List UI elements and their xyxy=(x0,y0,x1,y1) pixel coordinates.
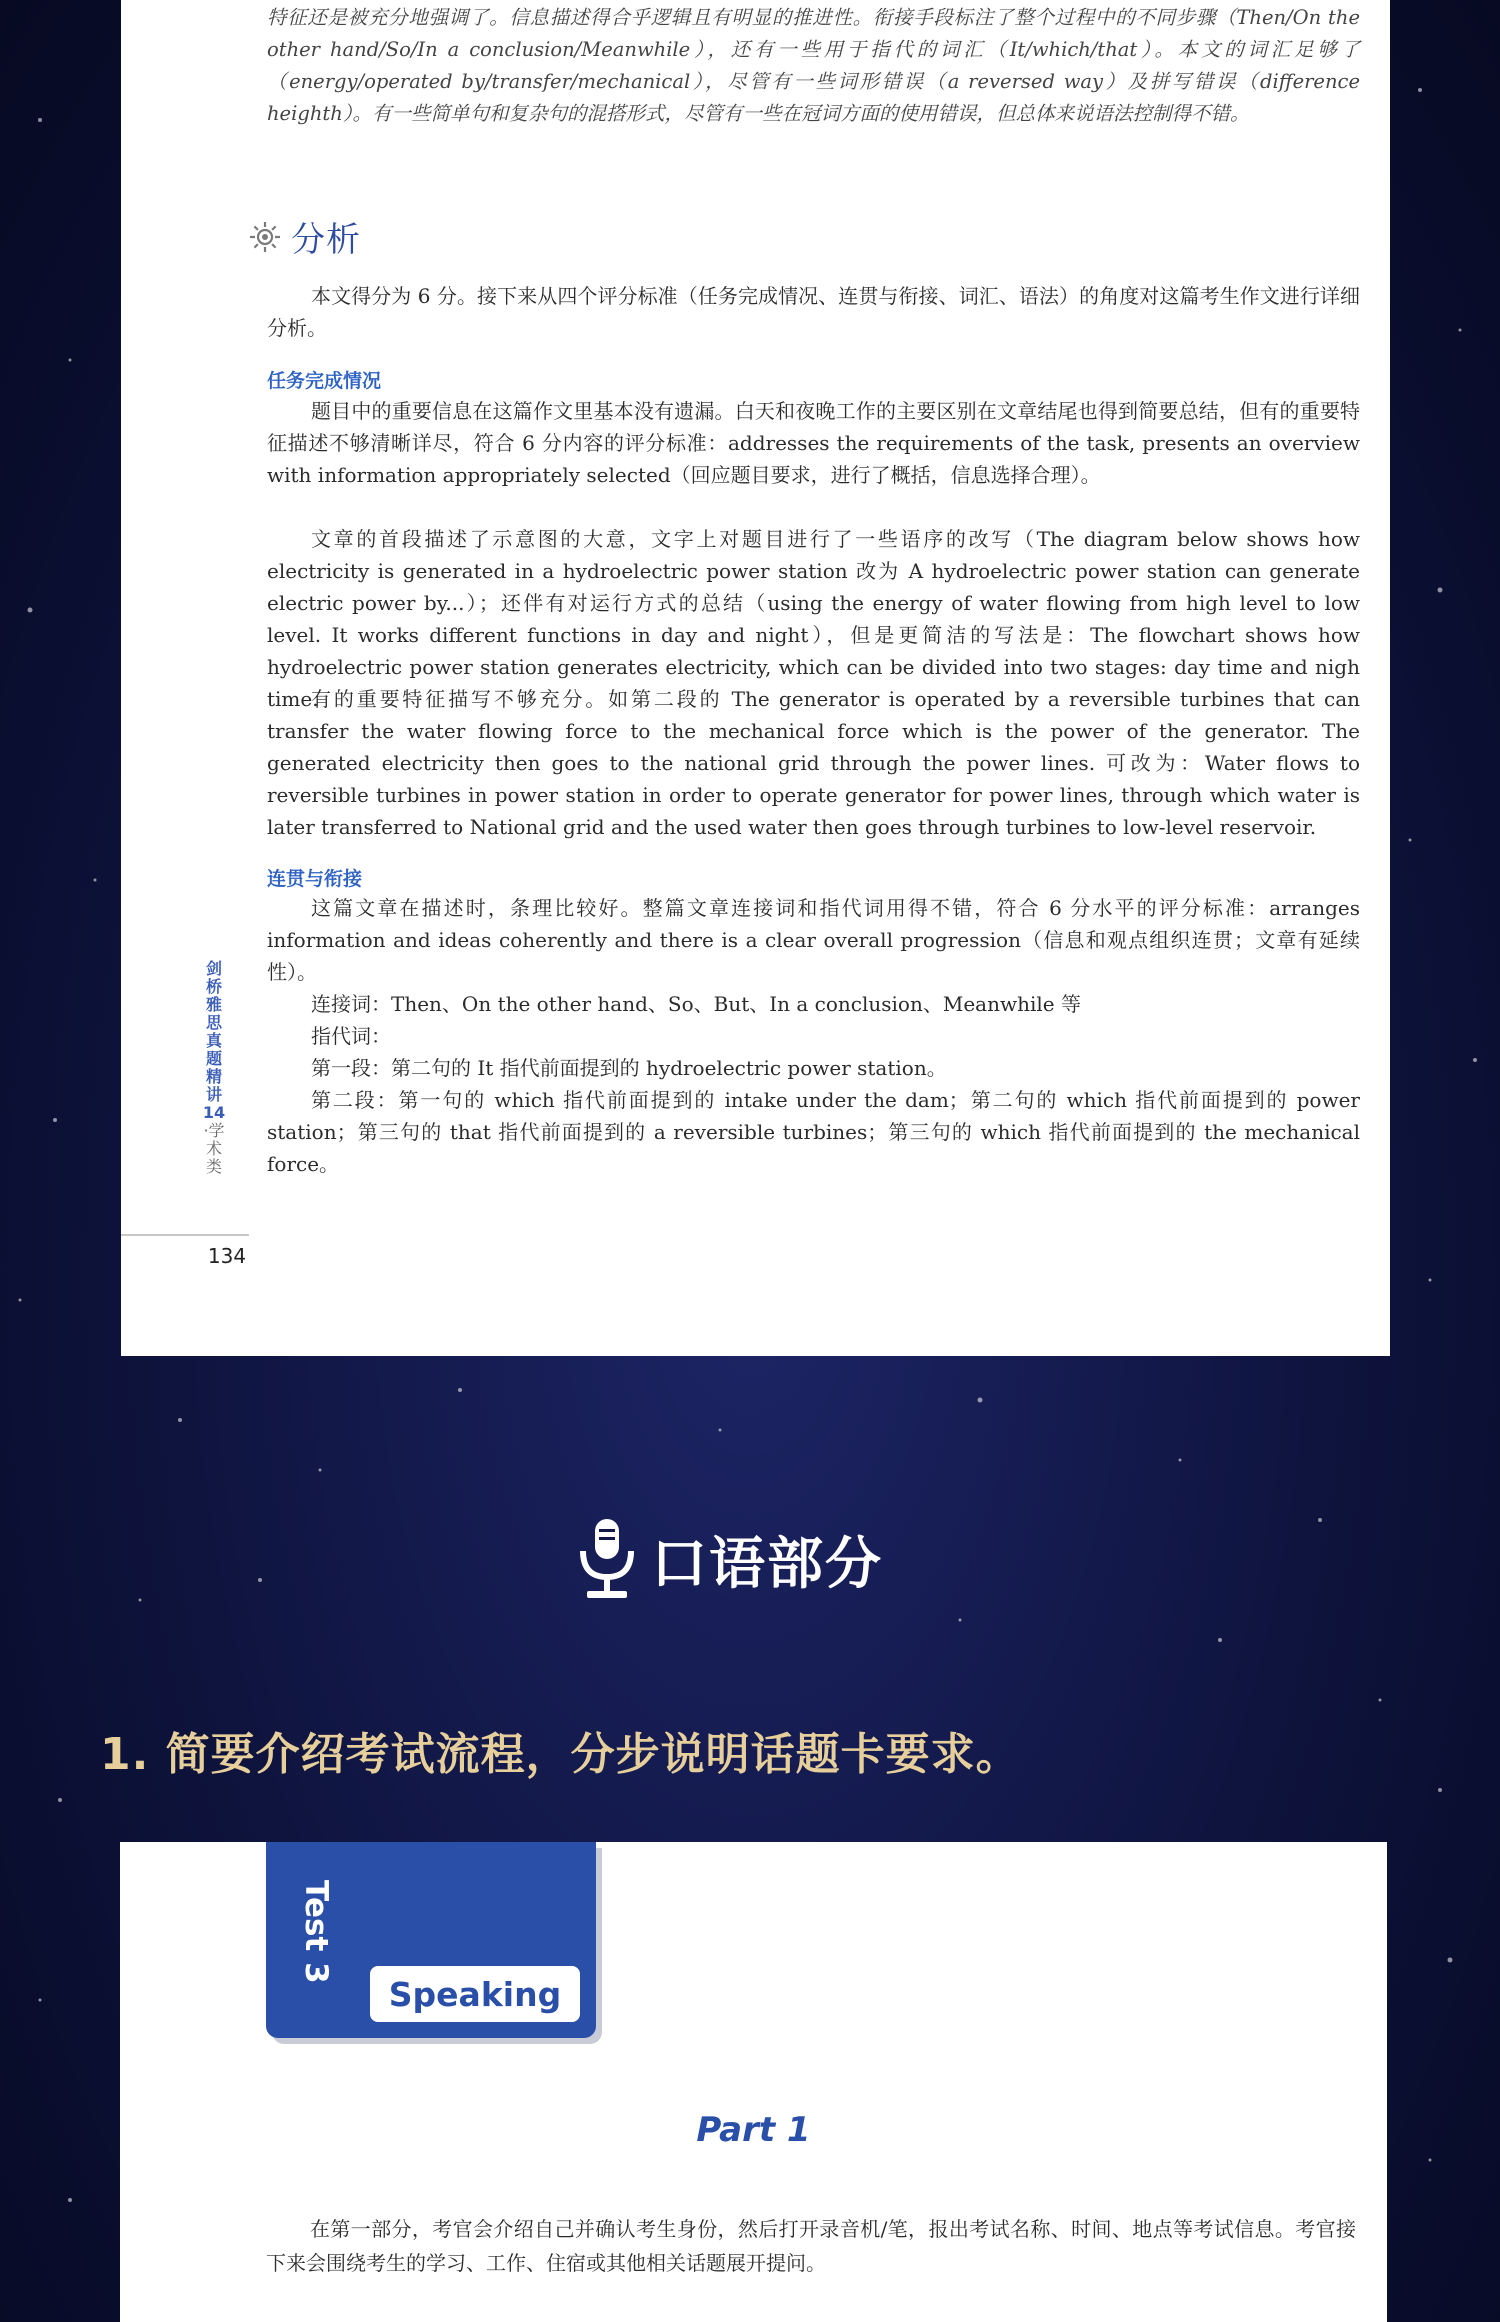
task-paragraph-1: 题目中的重要信息在这篇作文里基本没有遗漏。白天和夜晚工作的主要区别在文章结尾也得到简要总结，但有的重要特征描述不够清晰详尽，符合 6 分内容的评分标准：addresses the requirements of the task, presents an overview with information appropriately selected（回应题目要求，进行了概括，信息选择合理）。 xyxy=(267,399,1360,487)
test-number-label: Test 3 xyxy=(298,1880,334,1984)
book-page-bottom xyxy=(120,1842,1387,2322)
microphone-icon xyxy=(575,1515,639,1605)
coherence-paragraph-1: 这篇文章在描述时，条理比较好。整篇文章连接词和指代词用得不错，符合 6 分水平的评分标准：arranges information and ideas coherently and there is a clear overall progression（信息和观点组织连贯；文章有延续性）。 xyxy=(267,896,1360,984)
book-series-label xyxy=(201,960,227,1176)
speaking-pill: Speaking xyxy=(370,1966,580,2022)
book-series-category: ·学术类 xyxy=(203,1121,225,1176)
page-number: 134 xyxy=(207,1244,247,1268)
subhead-coherence: 连贯与衔接 xyxy=(267,868,363,890)
speaking-title: 口语部分 xyxy=(651,1532,883,1597)
book-page-top xyxy=(121,0,1390,1356)
subhead-task-achievement: 任务完成情况 xyxy=(267,370,382,392)
test-tab xyxy=(266,1842,596,2038)
coherence-para-two: 第二段：第一句的 which 指代前面提到的 intake under the dam；第二句的 which 指代前面提到的 power station；第三句的 that 指代前面提到的 a reversible turbines；第三句的 which 指代前面提到的 the mechanical force。 xyxy=(267,1088,1360,1176)
page-divider xyxy=(121,1234,249,1236)
part1-description: 在第一部分，考官会介绍自己并确认考生身份，然后打开录音机/笔，报出考试名称、时间、地点等考试信息。考官接下来会围绕考生的学习、工作、住宿或其他相关话题展开提问。 xyxy=(266,2217,1356,2275)
analysis-intro: 本文得分为 6 分。接下来从四个评分标准（任务完成情况、连贯与衔接、词汇、语法）的角度对这篇考生作文进行详细分析。 xyxy=(267,284,1360,340)
part-title: Part 1 xyxy=(696,2110,811,2150)
task-paragraph-2: 文章的首段描述了示意图的大意，文字上对题目进行了一些语序的改写（The diagram below shows how electricity is generated in a hydroelectric power station 改为 A hydroelectric power station can generate electric power by...）；还伴有对运行方式的总结（using the energy of water flowing from high level to low level. It works different functions in day and night），但是更简洁的写法是：The flowchart shows how hydroelectric power station generates electricity, which can be divided into two stages: day time and nigh time. xyxy=(267,527,1360,711)
task-paragraph-3: 有的重要特征描写不够充分。如第二段的 The generator is operated by a reversible turbines that can transfer the water flowing force to the mechanical force which is the power of the generator. The generated electricity then goes to the national grid through the power lines. 可改为：Water flows to reversible turbines in power station in order to operate generator for power lines, through which water is later transferred to National grid and the used water then goes through turbines to low-level reservoir. xyxy=(267,687,1360,839)
coherence-pronouns-label: 指代词： xyxy=(311,1024,391,1048)
analysis-heading xyxy=(247,212,361,261)
step-description: 1. 简要介绍考试流程，分步说明话题卡要求。 xyxy=(100,1729,1021,1780)
intro-paragraph: 特征还是被充分地强调了。信息描述得合乎逻辑且有明显的推进性。衔接手段标注了整个过程中的不同步骤（Then/On the other hand/So/In a conclusion/Meanwhile），还有一些用于指代的词汇（It/which/that）。本文的词汇足够了（energy/operated by/transfer/mechanical），尽管有一些词形错误（a reversed way）及拼写错误（difference heighth）。有一些简单句和复杂句的混搭形式，尽管有一些在冠词方面的使用错误，但总体来说语法控制得不错。 xyxy=(267,6,1360,125)
coherence-connectives: 连接词：Then、On the other hand、So、But、In a conclusion、Meanwhile 等 xyxy=(311,992,1081,1016)
gear-icon xyxy=(247,219,283,255)
analysis-title: 分析 xyxy=(291,220,361,260)
speaking-section-header xyxy=(575,1515,883,1605)
coherence-para-one: 第一段：第二句的 It 指代前面提到的 hydroelectric power station。 xyxy=(311,1056,947,1080)
book-series-title: 剑桥雅思真题精讲14 xyxy=(202,959,226,1122)
